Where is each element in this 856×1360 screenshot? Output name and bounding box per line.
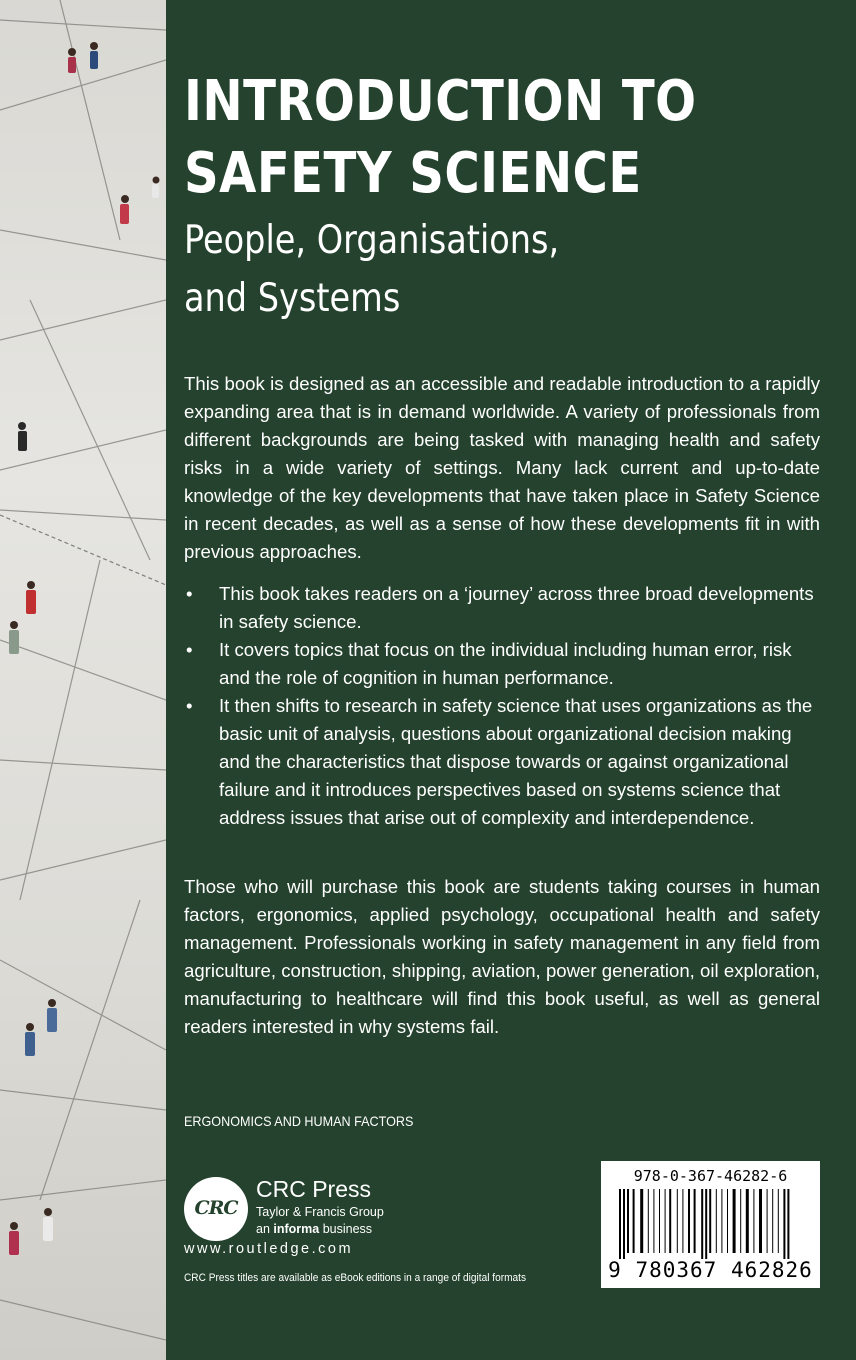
- barcode-bar: [721, 1189, 722, 1253]
- bullet-dot: •: [186, 583, 193, 604]
- barcode-bar: [677, 1189, 678, 1253]
- plaza-pavement-lines: [0, 0, 166, 1360]
- barcode-bar: [740, 1189, 741, 1253]
- bullet-dot: •: [186, 639, 193, 660]
- series-label: ERGONOMICS AND HUMAN FACTORS: [184, 1113, 414, 1129]
- barcode-bar: [727, 1189, 728, 1253]
- barcode-bar: [746, 1189, 749, 1253]
- barcode-bar: [701, 1189, 703, 1259]
- cover-photo-plaza: [0, 0, 166, 1360]
- barcode-bar: [716, 1189, 717, 1253]
- barcode-bar: [633, 1189, 635, 1253]
- feature-bullet-list: [184, 580, 820, 832]
- barcode-bar: [705, 1189, 707, 1259]
- crc-logo-text: CRC: [194, 1197, 238, 1219]
- book-subtitle-line1: People, Organisations,: [184, 218, 560, 263]
- bullet-item: [184, 580, 820, 636]
- publisher-name: CRC Press: [256, 1176, 372, 1202]
- barcode-bar: [759, 1189, 762, 1253]
- publisher-url: www.routledge.com: [184, 1241, 354, 1257]
- informa-brand: informa: [273, 1222, 320, 1236]
- barcode-bar: [709, 1189, 711, 1253]
- barcode-bar: [640, 1189, 643, 1253]
- barcode-bar: [627, 1189, 629, 1253]
- bullet-item: [184, 636, 820, 692]
- barcode-bar: [753, 1189, 754, 1253]
- ebook-availability-note: CRC Press titles are available as eBook editions in a range of digital formats: [184, 1272, 527, 1284]
- barcode-bar: [648, 1189, 649, 1253]
- barcode-bar: [778, 1189, 779, 1253]
- pedestrian-figures: [9, 42, 160, 1255]
- bullet-text: It covers topics that focus on the individual including human error, risk and the role of cognition in human performance.: [219, 639, 792, 688]
- publisher-group: Taylor & Francis Group: [256, 1205, 384, 1219]
- bullet-dot: •: [186, 695, 193, 716]
- publisher-informa-line: [256, 1222, 372, 1236]
- book-subtitle: [184, 212, 559, 328]
- barcode-bar: [783, 1189, 785, 1259]
- book-title-line1: INTRODUCTION TO: [184, 69, 697, 134]
- bullet-text: This book takes readers on a ‘journey’ across three broad developments in safety science.: [219, 583, 814, 632]
- audience-paragraph: Those who will purchase this book are students taking courses in human factors, ergonomics, applied psychology, occupational health and safety management. Professionals working in safety management in any field from agriculture, construction, shipping, aviation, power generation, oil exploration, manufacturing to healthcare will find this book useful, as well as general readers interested in why systems fail.: [184, 876, 820, 1037]
- barcode-bar: [659, 1189, 660, 1253]
- barcode-bar: [653, 1189, 654, 1253]
- barcode-bar: [694, 1189, 696, 1253]
- isbn-barcode: [601, 1161, 820, 1288]
- ean-digits: 9 780367 462826: [608, 1258, 813, 1282]
- barcode-bar: [623, 1189, 625, 1259]
- informa-prefix: an: [256, 1222, 270, 1236]
- barcode-bar: [682, 1189, 683, 1253]
- barcode-bar: [787, 1189, 789, 1259]
- barcode-bar: [733, 1189, 736, 1253]
- book-title: [184, 66, 697, 210]
- bullet-item: [184, 692, 820, 832]
- intro-paragraph: This book is designed as an accessible and readable introduction to a rapidly expanding area that is in demand worldwide. A variety of professionals from different backgrounds are being tasked with managing health and safety risks in a wide variety of settings. Many lack current and up-to-date knowledge of the key developments that have taken place in Safety Science in recent decades, as well as a sense of how these developments fit in with previous approaches.: [184, 373, 820, 562]
- crc-press-logo: [184, 1177, 248, 1241]
- barcode-bar: [619, 1189, 621, 1259]
- bullet-text: It then shifts to research in safety science that uses organizations as the basic unit of analysis, questions about organizational decision making and the characteristics that dispose towards or against organizational failure and it introduces perspectives based on systems science that address issues that arise out of complexity and interdependence.: [219, 695, 813, 828]
- barcode-bar: [688, 1189, 690, 1253]
- book-title-line2: SAFETY SCIENCE: [184, 141, 642, 206]
- barcode-bar: [665, 1189, 666, 1253]
- informa-suffix: business: [322, 1222, 373, 1236]
- barcode-bar: [669, 1189, 671, 1253]
- barcode-bar: [767, 1189, 768, 1253]
- isbn-number: 978-0-367-46282-6: [633, 1167, 788, 1185]
- book-subtitle-line2: and Systems: [184, 276, 401, 321]
- barcode-bar: [772, 1189, 773, 1253]
